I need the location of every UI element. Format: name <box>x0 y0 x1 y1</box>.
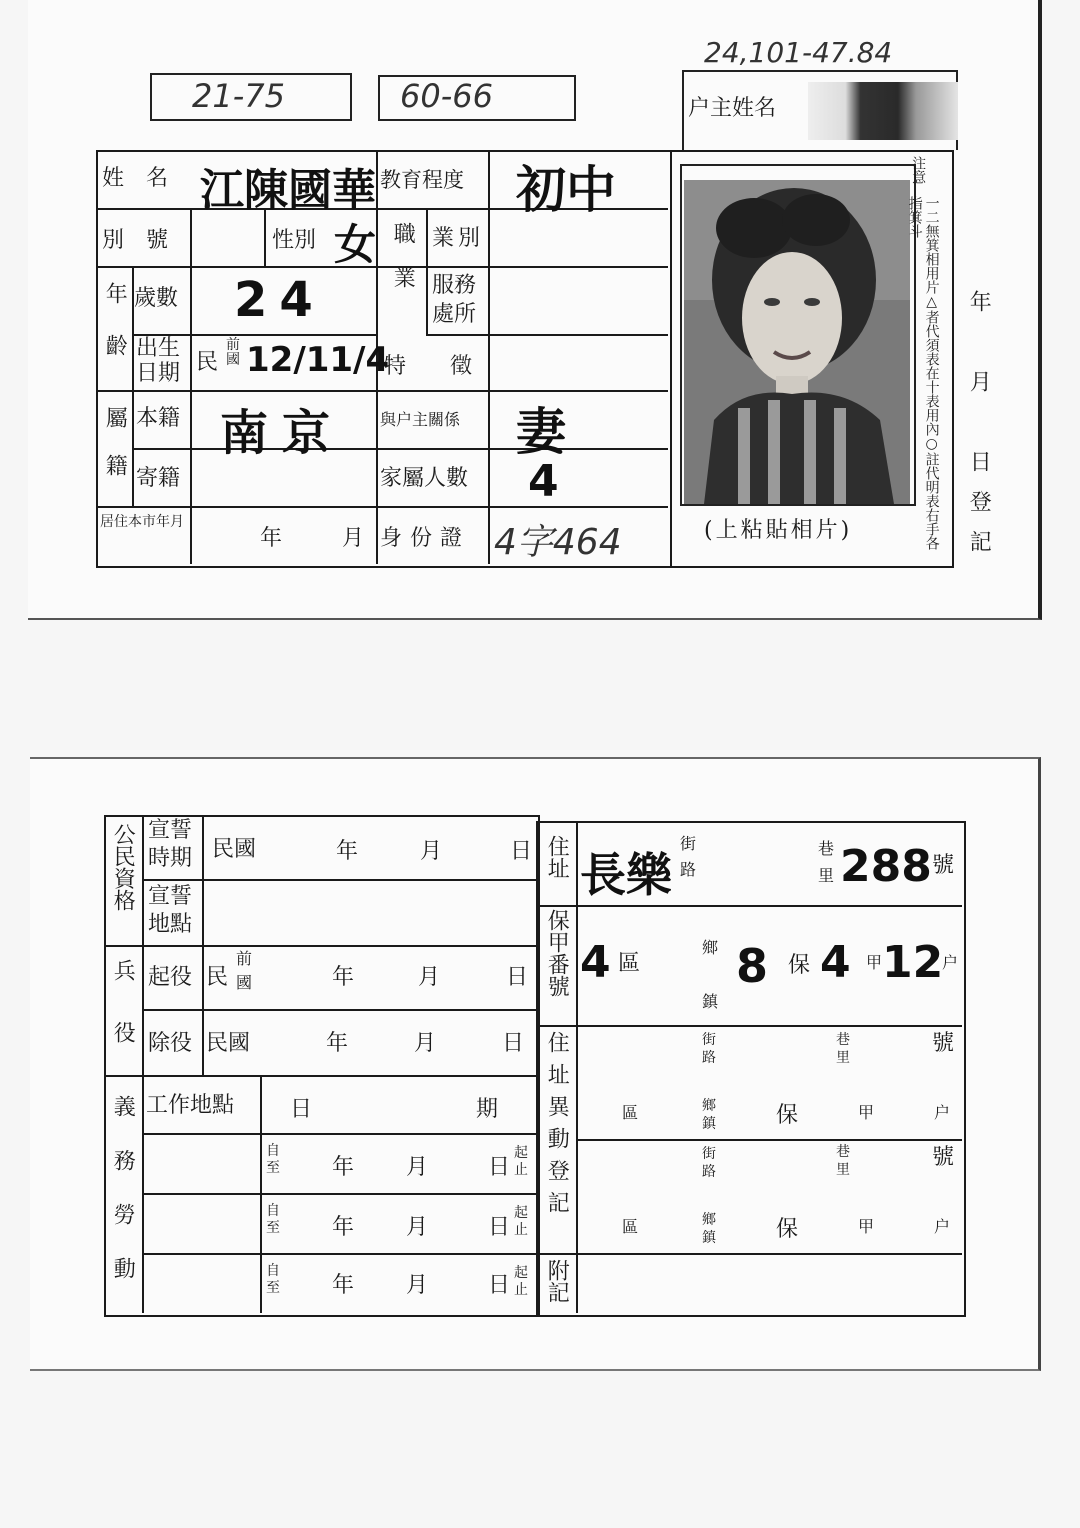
label-bao-1: 保 <box>788 953 811 978</box>
label-household-2: 户 <box>934 1103 951 1122</box>
ref-number-1: 21-75 <box>192 77 285 115</box>
label-enlist: 起役 <box>148 965 193 990</box>
value-house-number: 288 <box>840 841 932 892</box>
label-district-1: 區 <box>618 951 641 976</box>
label-baojia-number: 保甲番號 <box>544 909 570 997</box>
label-start-end-3: 起止 <box>514 1265 528 1298</box>
label-discharge-year: 年 <box>326 1031 349 1056</box>
label-oath-day: 日 <box>510 839 533 864</box>
ref-number-2: 60-66 <box>400 77 493 115</box>
label-jia-1: 甲 <box>866 953 883 972</box>
labor-day-3: 日 <box>488 1273 511 1298</box>
label-oath-date: 宣誓時期 <box>148 818 193 871</box>
label-occupation: 職業 <box>390 222 416 310</box>
label-number-1: 號 <box>932 853 955 878</box>
value-sex: 女 <box>334 220 377 269</box>
label-from-to-3: 自至 <box>266 1263 280 1296</box>
portrait-photo <box>684 180 910 504</box>
label-alias: 別 號 <box>102 228 169 253</box>
note-title: 注意 <box>910 156 927 184</box>
value-birth: 12/11/4 <box>246 340 390 380</box>
label-start-end-2: 起止 <box>514 1205 528 1238</box>
label-discharge-month: 月 <box>414 1031 437 1056</box>
label-bao-2: 保 <box>776 1103 799 1128</box>
label-street-road-3: 街路 <box>702 1146 716 1181</box>
labor-year-2: 年 <box>332 1215 355 1240</box>
label-street-road-2: 街路 <box>702 1032 716 1067</box>
label-qianguo: 前國 <box>236 949 253 992</box>
labor-month-3: 月 <box>406 1273 429 1298</box>
value-relation: 妻 <box>516 403 566 461</box>
labor-year-1: 年 <box>332 1155 355 1180</box>
label-lane-3: 巷里 <box>836 1144 850 1179</box>
label-discharge-day: 日 <box>502 1031 525 1056</box>
label-lane-1: 巷里 <box>818 839 835 886</box>
value-hu-num: 12 <box>882 937 944 988</box>
corner-ref-number: 24,101-47.84 <box>704 36 893 69</box>
label-enlist-day: 日 <box>506 965 529 990</box>
value-age: 24 <box>234 272 325 328</box>
label-district-3: 區 <box>622 1217 639 1236</box>
label-oath-year: 年 <box>336 839 359 864</box>
head-of-household-label: 户主姓名 <box>688 96 777 121</box>
label-military: 兵役 <box>110 959 136 1083</box>
label-family-count: 家屬人數 <box>380 466 469 491</box>
label-from-to-2: 自至 <box>266 1203 280 1236</box>
label-duty-labor: 義務勞動 <box>110 1095 136 1311</box>
label-oath-month: 月 <box>420 839 443 864</box>
photo-caption: (上粘貼相片) <box>704 518 853 543</box>
label-lane-2: 巷里 <box>836 1032 850 1067</box>
value-bao-num: 8 <box>736 939 769 993</box>
label-residence-since: 居住本市年月 <box>100 514 184 530</box>
label-enlist-month: 月 <box>418 965 441 990</box>
label-district-2: 區 <box>622 1103 639 1122</box>
value-native-place: 南京 <box>220 405 345 461</box>
label-discharge: 除役 <box>148 1031 193 1056</box>
value-education: 初中 <box>516 161 616 219</box>
label-citizen: 公民資格 <box>110 823 136 911</box>
labor-month-2: 月 <box>406 1215 429 1240</box>
ref-number-box-2 <box>378 75 576 121</box>
value-name: 江陳國華 <box>200 165 376 216</box>
value-residence-year: 年 <box>260 526 283 551</box>
label-age: 年齡 <box>102 282 128 386</box>
label-jia-3: 甲 <box>858 1217 875 1236</box>
label-relation: 與户主關係 <box>380 410 461 429</box>
labor-day-1: 日 <box>488 1155 511 1180</box>
label-address: 住址 <box>544 835 570 879</box>
label-workplace: 服務處所 <box>432 273 477 327</box>
label-id-card: 身份證 <box>380 526 471 551</box>
label-number-2: 號 <box>932 1031 955 1056</box>
label-name: 姓 名 <box>102 166 169 191</box>
label-address-change: 住址異動登記 <box>544 1031 570 1223</box>
labor-year-3: 年 <box>332 1273 355 1298</box>
labor-month-1: 月 <box>406 1155 429 1180</box>
label-work-place: 工作地點 <box>146 1093 235 1118</box>
label-domicile: 屬籍 <box>102 406 128 502</box>
value-residence-month: 月 <box>342 526 365 551</box>
label-birth-prefix: 民 <box>196 350 219 375</box>
value-jia-num: 4 <box>820 937 851 988</box>
label-street-road-1: 街路 <box>680 834 697 879</box>
label-minguo-oath: 民國 <box>212 837 257 862</box>
label-education: 教育程度 <box>380 168 464 192</box>
label-features: 特 徵 <box>384 354 473 379</box>
label-min: 民 <box>206 965 229 990</box>
ref-number-box-1 <box>150 73 352 121</box>
label-bao-3: 保 <box>776 1217 799 1242</box>
value-id-card: 4字464 <box>494 522 622 563</box>
label-household-3: 户 <box>934 1217 951 1236</box>
label-date-1: 日 <box>290 1097 313 1122</box>
label-minguo-discharge: 民國 <box>206 1031 251 1056</box>
label-household-1: 户 <box>942 953 959 972</box>
label-age-years: 歲數 <box>134 286 179 311</box>
value-district-num: 4 <box>580 937 611 988</box>
label-birth-date: 出生日期 <box>136 336 181 387</box>
label-start-end-1: 起止 <box>514 1145 528 1178</box>
label-temp-residence: 寄籍 <box>136 466 181 491</box>
label-occupation-type: 業別 <box>432 226 485 251</box>
registration-card-back <box>30 757 1041 1371</box>
labor-day-2: 日 <box>488 1215 511 1240</box>
label-township-3: 鄉鎮 <box>702 1212 716 1247</box>
redacted-name-block <box>808 82 958 140</box>
label-from-to-1: 自至 <box>266 1143 280 1176</box>
label-township-1: 鄉鎮 <box>702 938 719 1012</box>
label-remarks: 附記 <box>544 1259 570 1303</box>
label-birth-prefix-small: 前國 <box>226 337 240 369</box>
value-family-count: 4 <box>528 456 559 507</box>
note-text: 一二無箕相用片△者代須表在十表用內○註代明表右手各指箕斗 <box>906 196 940 550</box>
value-street-name: 長樂 <box>580 848 672 902</box>
label-sex: 性別 <box>272 228 317 253</box>
label-jia-2: 甲 <box>858 1103 875 1122</box>
label-oath-place: 宣誓地點 <box>148 884 193 937</box>
label-number-3: 號 <box>932 1145 955 1170</box>
registration-card-front <box>28 0 1042 620</box>
register-date-label: 年 月 日登記 <box>966 290 992 570</box>
label-township-2: 鄉鎮 <box>702 1098 716 1133</box>
label-date-2: 期 <box>476 1097 499 1122</box>
label-native-place: 本籍 <box>136 406 181 431</box>
label-enlist-year: 年 <box>332 965 355 990</box>
